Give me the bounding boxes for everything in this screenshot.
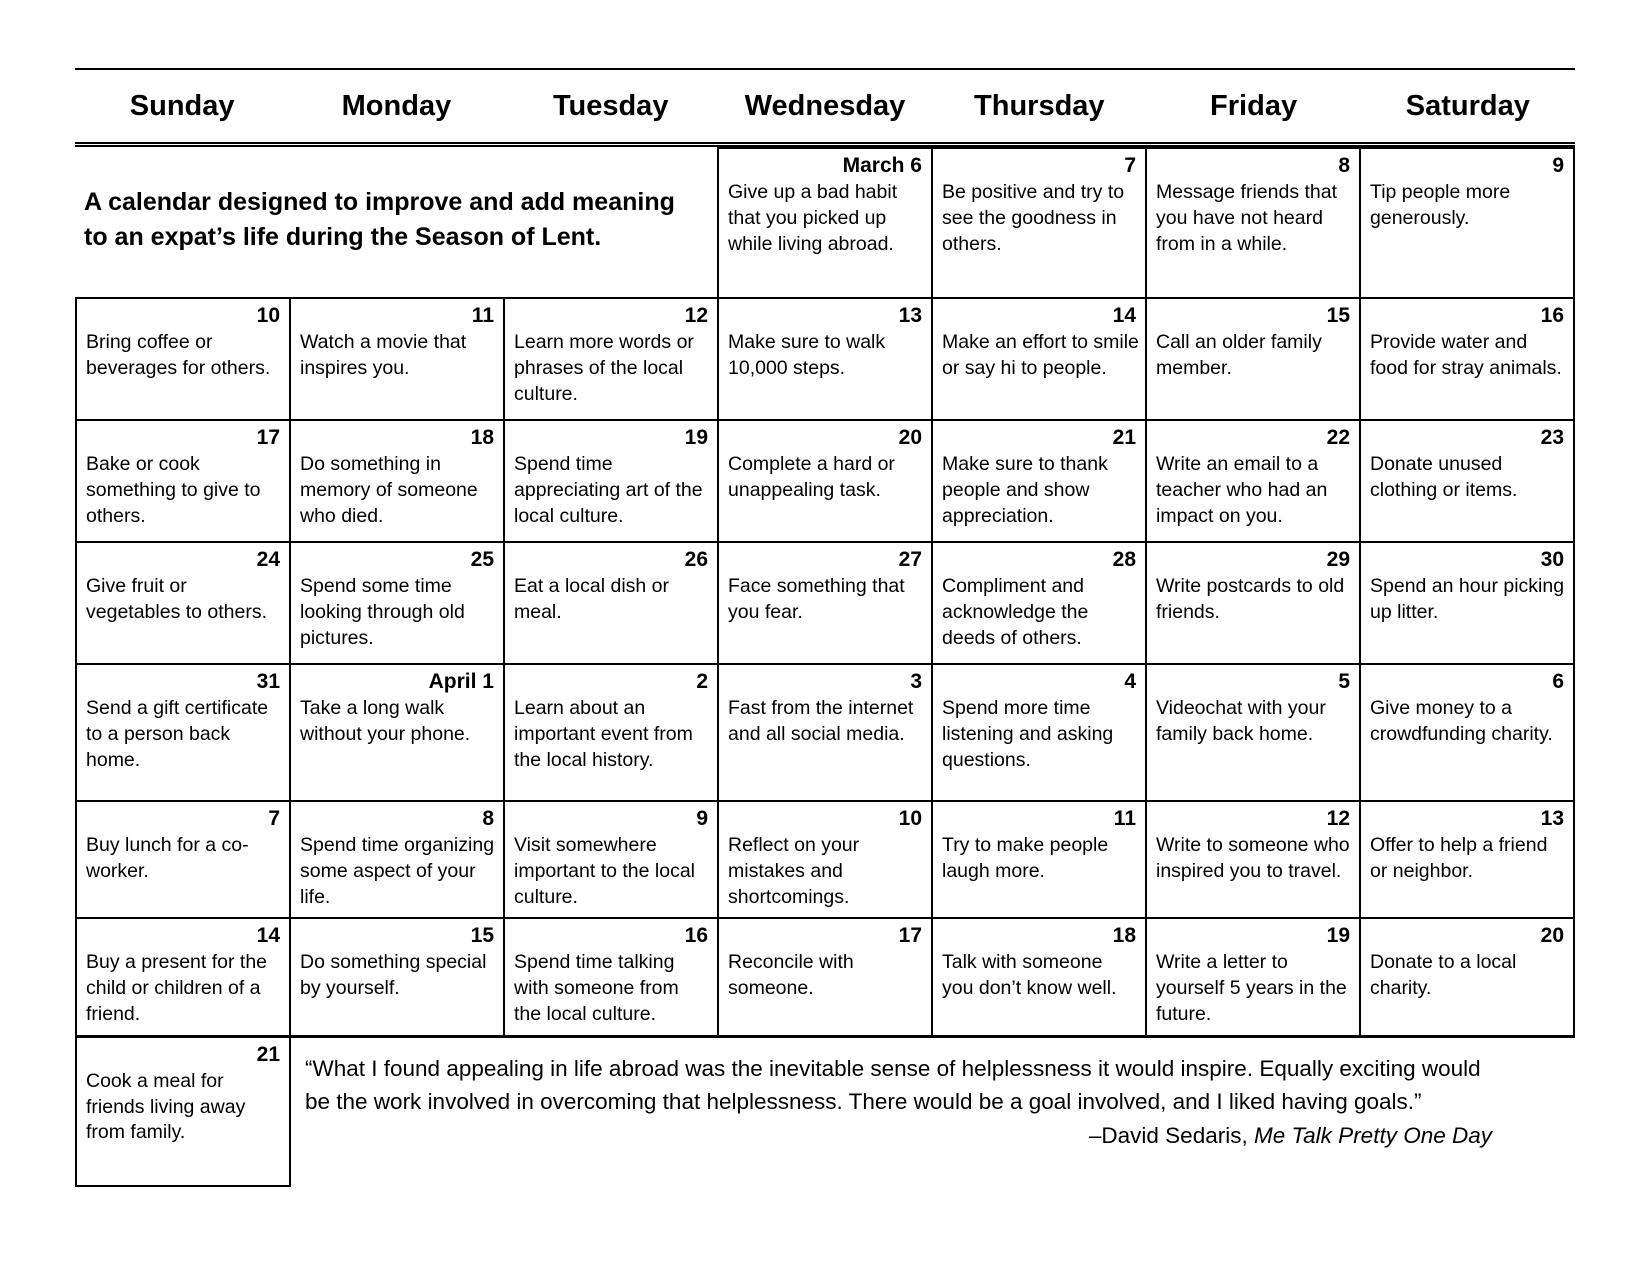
calendar-day-cell — [76, 420, 290, 542]
day-number: 10 — [256, 304, 280, 327]
day-task: Reflect on your mistakes and shortcomings. — [728, 834, 860, 908]
weekday-sunday: Sunday — [129, 89, 235, 122]
day-task: Write a letter to yourself 5 years in the future. — [1156, 951, 1347, 1025]
day-number: March 6 — [842, 154, 922, 177]
day-task: Make an effort to smile or say hi to people. — [942, 331, 1139, 380]
day-task: Eat a local dish or meal. — [514, 575, 670, 624]
day-number: 13 — [898, 304, 922, 327]
day-task: Do something in memory of someone who died. — [300, 453, 478, 527]
day-task: Face something that you fear. — [728, 575, 905, 624]
day-task: Write postcards to old friends. — [1156, 575, 1345, 624]
day-number: 29 — [1326, 548, 1350, 571]
day-number: 14 — [1112, 304, 1136, 327]
calendar-day-cell — [504, 420, 718, 542]
intro-cell — [76, 148, 718, 298]
day-task: Buy a present for the child or children of a friend. — [86, 951, 268, 1025]
day-task: Spend time talking with someone from the local culture. — [514, 951, 679, 1025]
day-task: Bake or cook something to give to others. — [86, 453, 261, 527]
calendar-day-cell — [290, 420, 504, 542]
day-task: Watch a movie that inspires you. — [300, 331, 467, 380]
day-task: Learn about an important event from the local history. — [514, 697, 693, 771]
calendar-day-cell — [1146, 542, 1360, 664]
calendar-day-cell — [932, 801, 1146, 918]
calendar-day-cell — [504, 664, 718, 801]
day-task: Be positive and try to see the goodness in others. — [942, 181, 1125, 255]
weekday-friday: Friday — [1210, 89, 1298, 122]
calendar-day-cell — [1360, 801, 1574, 918]
lent-calendar — [75, 147, 1575, 1187]
calendar-day-cell — [1360, 918, 1574, 1036]
calendar-week-row — [76, 298, 1574, 420]
day-task: Spend more time listening and asking questions. — [942, 697, 1114, 771]
day-number: 20 — [898, 426, 922, 449]
day-task: Make sure to thank people and show appreciation. — [942, 453, 1108, 527]
day-task: Offer to help a friend or neighbor. — [1370, 834, 1548, 883]
day-number: 14 — [256, 924, 280, 947]
calendar-day-cell — [932, 148, 1146, 298]
day-task: Make sure to walk 10,000 steps. — [728, 331, 886, 380]
day-task: Reconcile with someone. — [728, 951, 854, 1000]
calendar-day-cell — [718, 298, 932, 420]
day-number: 8 — [482, 807, 494, 830]
calendar-week-row — [76, 1036, 1574, 1186]
calendar-day-cell — [1146, 664, 1360, 801]
day-task: Provide water and food for stray animals. — [1370, 331, 1562, 380]
calendar-day-cell — [76, 1036, 290, 1186]
day-number: 28 — [1112, 548, 1136, 571]
day-number: 7 — [1124, 154, 1136, 177]
day-task: Take a long walk without your phone. — [300, 697, 471, 746]
day-task: Videochat with your family back home. — [1156, 697, 1326, 746]
calendar-day-cell — [1360, 298, 1574, 420]
day-task: Send a gift certificate to a person back home. — [86, 697, 269, 771]
calendar-day-cell — [1360, 148, 1574, 298]
calendar-week-row — [76, 420, 1574, 542]
day-number: 7 — [268, 807, 280, 830]
day-task: Give fruit or vegetables to others. — [86, 575, 268, 624]
calendar-day-cell — [718, 542, 932, 664]
day-task: Tip people more generously. — [1370, 181, 1511, 230]
day-number: 10 — [898, 807, 922, 830]
day-task: Bring coffee or beverages for others. — [86, 331, 271, 380]
day-number: 18 — [470, 426, 494, 449]
calendar-day-cell — [1360, 420, 1574, 542]
day-number: 22 — [1326, 426, 1350, 449]
calendar-day-cell — [1360, 542, 1574, 664]
day-number: 4 — [1124, 670, 1136, 693]
weekday-tuesday: Tuesday — [552, 89, 669, 122]
calendar-day-cell — [504, 298, 718, 420]
day-number: 18 — [1112, 924, 1136, 947]
day-number: 9 — [696, 807, 708, 830]
day-number: 13 — [1540, 807, 1564, 830]
weekday-header-row — [75, 70, 1575, 147]
day-task: Message friends that you have not heard from in a while. — [1156, 181, 1338, 255]
calendar-day-cell — [290, 664, 504, 801]
day-number: 24 — [256, 548, 280, 571]
calendar-day-cell — [76, 298, 290, 420]
calendar-day-cell — [1146, 420, 1360, 542]
day-number: 27 — [898, 548, 922, 571]
calendar-day-cell — [718, 918, 932, 1036]
day-number: 9 — [1552, 154, 1564, 177]
day-number: 15 — [470, 924, 494, 947]
day-number: 25 — [470, 548, 494, 571]
day-number: 2 — [696, 670, 708, 693]
day-number: 16 — [684, 924, 708, 947]
day-task: Spend some time looking through old pictures. — [300, 575, 465, 649]
day-number: April 1 — [428, 670, 494, 693]
calendar-day-cell — [932, 298, 1146, 420]
quote-author: –David Sedaris, — [1088, 1122, 1254, 1148]
day-number: 19 — [1326, 924, 1350, 947]
calendar-day-cell — [1360, 664, 1574, 801]
calendar-day-cell — [504, 918, 718, 1036]
calendar-day-cell — [932, 542, 1146, 664]
day-number: 23 — [1540, 426, 1564, 449]
calendar-day-cell — [1146, 801, 1360, 918]
calendar-day-cell — [504, 542, 718, 664]
quote-text: “What I found appealing in life abroad was the inevitable sense of helplessness it would inspire. Equally exciting would be the work involved in overcoming that helplessness. There would be a goal involved, and I liked having goals.” — [305, 1055, 1481, 1114]
day-task: Donate to a local charity. — [1370, 951, 1517, 1000]
day-number: 11 — [471, 304, 494, 327]
calendar-day-cell — [1146, 148, 1360, 298]
day-task: Fast from the internet and all social media. — [728, 697, 914, 746]
quote-cell — [290, 1036, 1574, 1186]
day-task: Spend time organizing some aspect of your life. — [300, 834, 495, 908]
calendar-table-area — [75, 68, 1575, 1187]
day-task: Cook a meal for friends living away from family. — [86, 1069, 246, 1144]
day-number: 21 — [1112, 426, 1136, 449]
calendar-day-cell — [290, 542, 504, 664]
calendar-day-cell — [1146, 918, 1360, 1036]
day-task: Give up a bad habit that you picked up while living abroad. — [728, 181, 898, 255]
calendar-day-cell — [290, 918, 504, 1036]
day-task: Buy lunch for a co-worker. — [86, 834, 249, 883]
calendar-week-row — [76, 542, 1574, 664]
calendar-day-cell — [932, 420, 1146, 542]
calendar-day-cell — [1146, 298, 1360, 420]
weekday-monday: Monday — [341, 89, 452, 122]
weekday-thursday: Thursday — [974, 89, 1105, 122]
calendar-day-cell — [290, 298, 504, 420]
calendar-day-cell — [718, 801, 932, 918]
weekday-wednesday: Wednesday — [744, 89, 906, 122]
quote-attribution — [305, 1123, 1492, 1149]
day-number: 20 — [1540, 924, 1564, 947]
calendar-day-cell — [76, 542, 290, 664]
day-number: 31 — [256, 670, 280, 693]
calendar-week-row — [76, 801, 1574, 918]
calendar-day-cell — [76, 664, 290, 801]
day-task: Try to make people laugh more. — [942, 834, 1109, 883]
day-number: 30 — [1540, 548, 1564, 571]
calendar-description: A calendar designed to improve and add meaning to an expat’s life during the Season of Lent. — [84, 188, 675, 251]
weekday-saturday: Saturday — [1405, 89, 1530, 122]
day-number: 26 — [684, 548, 708, 571]
day-task: Spend an hour picking up litter. — [1370, 575, 1565, 624]
day-number: 11 — [1113, 807, 1136, 830]
calendar-day-cell — [718, 420, 932, 542]
day-task: Give money to a crowdfunding charity. — [1370, 697, 1553, 746]
calendar-day-cell — [76, 918, 290, 1036]
day-number: 17 — [898, 924, 922, 947]
day-task: Call an older family member. — [1156, 331, 1322, 380]
day-task: Write to someone who inspired you to travel. — [1156, 834, 1350, 883]
day-number: 15 — [1326, 304, 1350, 327]
day-number: 16 — [1540, 304, 1564, 327]
day-task: Visit somewhere important to the local culture. — [514, 834, 696, 908]
calendar-day-cell — [718, 664, 932, 801]
day-task: Complete a hard or unappealing task. — [728, 453, 895, 502]
calendar-day-cell — [290, 801, 504, 918]
day-number: 12 — [684, 304, 708, 327]
calendar-week-row — [76, 148, 1574, 298]
day-number: 12 — [1326, 807, 1350, 830]
calendar-week-row — [76, 664, 1574, 801]
day-task: Write an email to a teacher who had an impact on you. — [1156, 453, 1328, 527]
day-task: Compliment and acknowledge the deeds of others. — [942, 575, 1089, 649]
calendar-day-cell — [76, 801, 290, 918]
day-task: Learn more words or phrases of the local culture. — [514, 331, 694, 405]
calendar-day-cell — [932, 918, 1146, 1036]
day-number: 17 — [256, 426, 280, 449]
day-number: 5 — [1338, 670, 1350, 693]
day-task: Donate unused clothing or items. — [1370, 453, 1518, 502]
quote-book-title: Me Talk Pretty One Day — [1253, 1122, 1492, 1148]
day-task: Spend time appreciating art of the local culture. — [514, 453, 703, 527]
day-number: 8 — [1338, 154, 1350, 177]
calendar-day-cell — [718, 148, 932, 298]
day-number: 19 — [684, 426, 708, 449]
day-task: Talk with someone you don’t know well. — [942, 951, 1117, 1000]
day-task: Do something special by yourself. — [300, 951, 487, 1000]
day-number: 21 — [256, 1042, 280, 1066]
day-number: 6 — [1552, 670, 1564, 693]
day-number: 3 — [910, 670, 922, 693]
calendar-day-cell — [932, 664, 1146, 801]
calendar-day-cell — [504, 801, 718, 918]
calendar-week-row — [76, 918, 1574, 1036]
